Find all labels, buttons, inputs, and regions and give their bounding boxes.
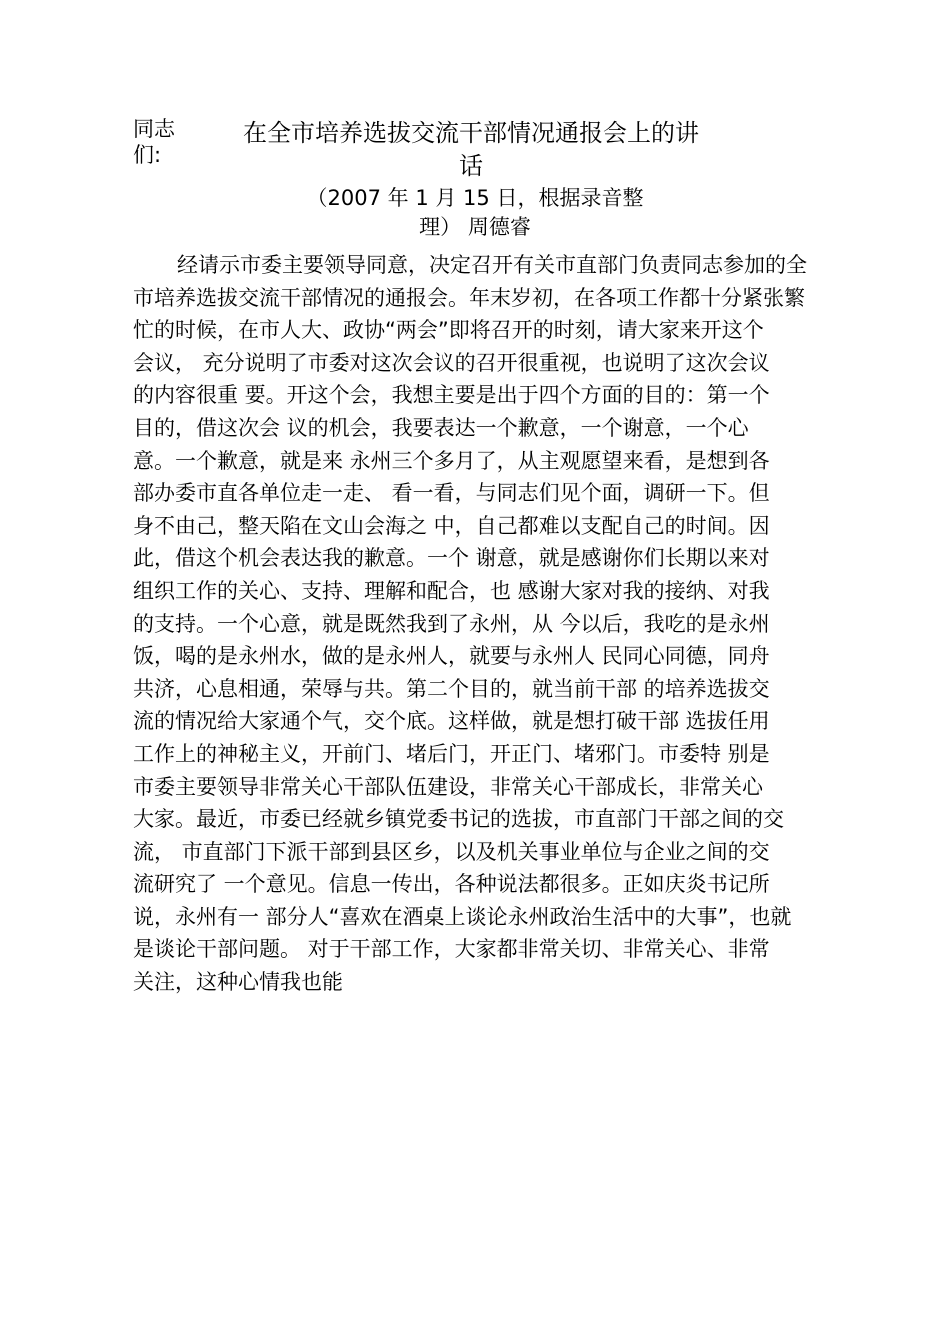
body-text bbox=[133, 249, 833, 999]
body-line: 流的情况给大家通个气，交个底。这样做，就是想打破干部 选拔任用 bbox=[133, 709, 770, 734]
body-line: 意。一个歉意，就是来 永州三个多月了，从主观愿望来看，是想到各 bbox=[133, 448, 770, 473]
body-line: 忙的时候，在市人大、政协“两会”即将召开的时刻，请大家来开这个 bbox=[133, 318, 764, 343]
body-line: 此，借这个机会表达我的歉意。一个 谢意，就是感谢你们长期以来对 bbox=[133, 546, 770, 571]
body-line: 大家。最近，市委已经就乡镇党委书记的选拔，市直部门干部之间的交 bbox=[133, 807, 784, 832]
body-line: 工作上的神秘主义，开前门、堵后门，开正门、堵邪门。市委特 别是 bbox=[133, 741, 770, 766]
body-line: 市培养选拔交流干部情况的通报会。年末岁初，在各项工作都十分紧张繁 bbox=[133, 285, 805, 310]
body-line: 经请示市委主要领导同意，决定召开有关市直部门负责同志参加的全 bbox=[177, 253, 807, 277]
body-line: 流， 市直部门下派干部到县区乡，以及机关事业单位与企业之间的交 bbox=[133, 839, 770, 864]
body-line: 的内容很重 要。开这个会，我想主要是出于四个方面的目的：第一个 bbox=[133, 383, 770, 408]
body-line: 目的，借这次会 议的机会，我要表达一个歉意，一个谢意，一个心 bbox=[133, 415, 749, 440]
salutation: 同志们: bbox=[133, 117, 175, 167]
body-line: 的支持。一个心意，就是既然我到了永州，从 今以后，我吃的是永州 bbox=[133, 611, 770, 636]
body-line: 流研究了 一个意见。信息一传出，各种说法都很多。正如庆炎书记所 bbox=[133, 872, 770, 897]
body-line: 饭，喝的是永州水，做的是永州人，就要与永州人 民同心同德，同舟 bbox=[133, 644, 770, 669]
body-line: 说，永州有一 部分人“喜欢在酒桌上谈论永州政治生活中的大事”，也就 bbox=[133, 904, 792, 929]
body-line: 共济，心息相通，荣辱与共。第二个目的，就当前干部 的培养选拔交 bbox=[133, 676, 770, 701]
body-line: 身不由己，整天陷在文山会海之 中，自己都难以支配自己的时间。因 bbox=[133, 513, 770, 538]
body-line: 市委主要领导非常关心干部队伍建设，非常关心干部成长，非常关心 bbox=[133, 774, 763, 799]
body-line: 部办委市直各单位走一走、 看一看，与同志们见个面，调研一下。但 bbox=[133, 481, 770, 506]
document-title: 在全市培养选拔交流干部情况通报会上的讲话 bbox=[243, 119, 699, 180]
body-line: 关注，这种心情我也能 bbox=[133, 970, 343, 995]
body-line: 是谈论干部问题。 对于干部工作，大家都非常关切、非常关心、非常 bbox=[133, 937, 770, 962]
body-line: 组织工作的关心、支持、理解和配合，也 感谢大家对我的接纳、对我 bbox=[133, 578, 770, 603]
source-note: （2007 年 1 月 15 日，根据录音整理） 周德睿 bbox=[306, 186, 644, 239]
body-line: 会议， 充分说明了市委对这次会议的召开很重视，也说明了这次会议 bbox=[133, 350, 770, 375]
